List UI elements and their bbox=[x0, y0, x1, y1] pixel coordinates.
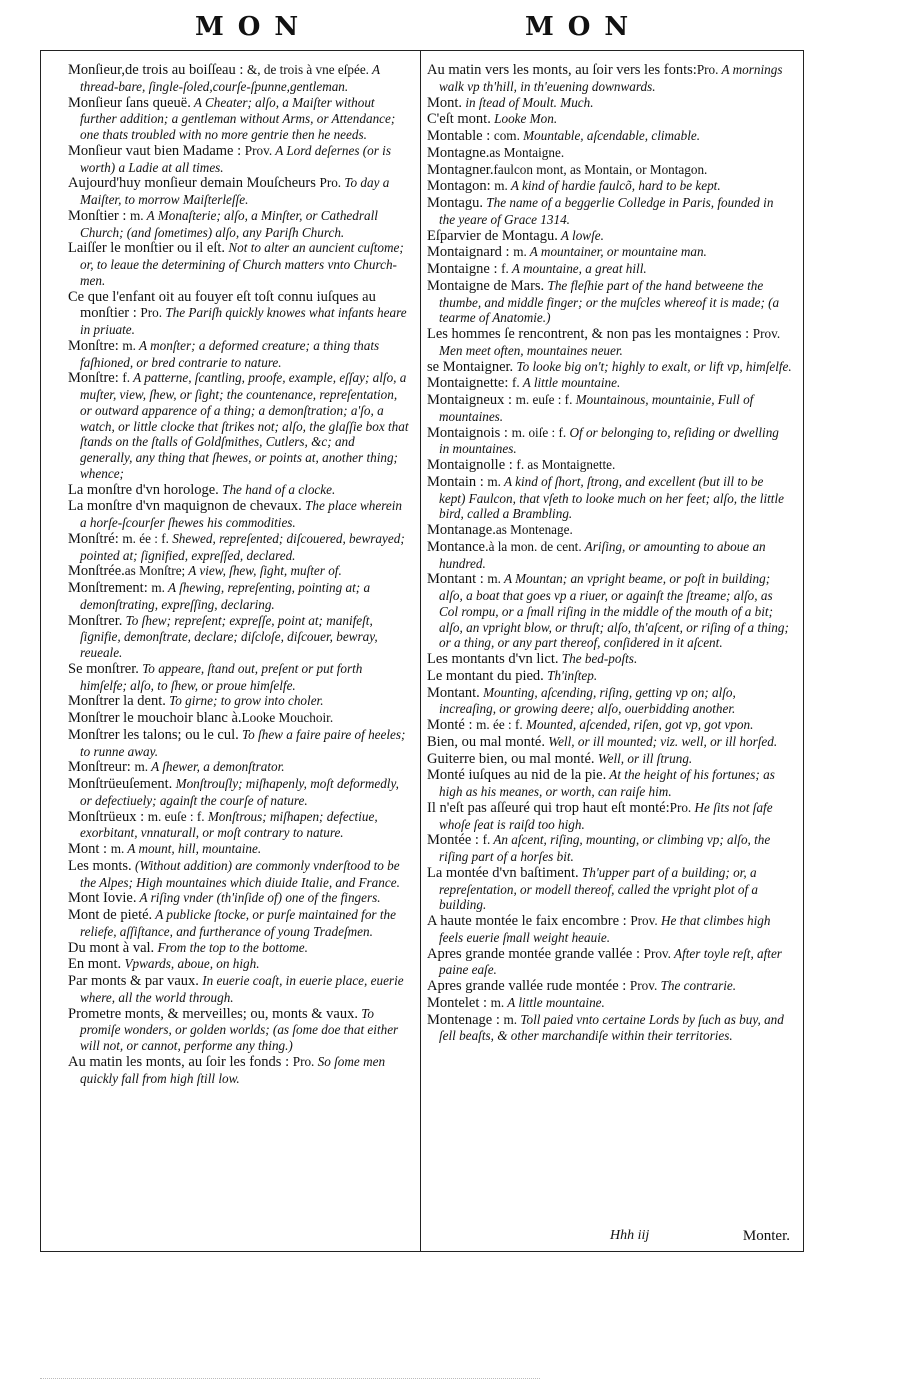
dictionary-entry bbox=[68, 661, 410, 694]
entry-headword: Monſtrement: bbox=[68, 580, 152, 596]
dictionary-entry bbox=[427, 767, 792, 800]
entry-grammar: f. bbox=[501, 261, 509, 276]
dictionary-entry bbox=[427, 261, 792, 278]
entry-definition: A riſing vnder (th'inſide of) one of the fingers. bbox=[136, 890, 381, 906]
dictionary-entry bbox=[68, 710, 410, 727]
entry-headword: Montanage. bbox=[427, 522, 496, 538]
dictionary-entry bbox=[427, 1012, 792, 1045]
entry-grammar: Prov. bbox=[630, 913, 658, 928]
entry-grammar: Prov. bbox=[752, 326, 781, 341]
entry-headword: Monſtier : bbox=[68, 207, 131, 224]
entry-definition: A mountaine, a great hill. bbox=[508, 261, 647, 276]
entry-headword: Monſtrer. bbox=[68, 612, 123, 629]
dictionary-entry bbox=[427, 195, 792, 228]
dictionary-entry bbox=[427, 865, 792, 913]
entry-grammar: Pro. bbox=[696, 62, 719, 77]
dictionary-entry bbox=[68, 338, 410, 371]
entry-definition: Mounting, aſcending, riſing, getting vp on; alſo, increaſing, or growing deere; alſo, ouerbidding another. bbox=[439, 684, 736, 717]
entry-definition: Of or belonging to, reſiding or dwelling in mountaines. bbox=[439, 424, 779, 457]
column-right bbox=[427, 62, 792, 1044]
dictionary-entry bbox=[68, 95, 410, 143]
entry-headword: Montaigne : bbox=[427, 261, 502, 277]
dictionary-entry bbox=[68, 613, 410, 661]
entry-grammar: Prov. bbox=[643, 945, 671, 961]
entry-headword: Montaigne de Mars. bbox=[427, 277, 545, 294]
dictionary-entry bbox=[427, 145, 792, 162]
entry-headword: Monſtre: bbox=[68, 337, 123, 354]
running-head-left: MON bbox=[195, 12, 313, 42]
entry-headword: La montée d'vn baſtiment. bbox=[427, 864, 579, 881]
entry-definition: A view, ſhew, ſight, muſter of. bbox=[185, 563, 342, 579]
entry-definition: Ariſing, or amounting to aboue an hundred. bbox=[439, 538, 766, 571]
entry-definition: To promiſe wonders, or golden worlds; (as ſome doe that either will not, or cannot, performe any thing.) bbox=[80, 1005, 399, 1053]
dictionary-entry bbox=[427, 359, 792, 376]
entry-headword: Montaignette: bbox=[427, 375, 512, 392]
dictionary-entry bbox=[68, 208, 410, 241]
entry-headword: Mont. bbox=[427, 94, 463, 111]
dictionary-entry bbox=[427, 651, 792, 668]
entry-headword: Bien, ou mal monté. bbox=[427, 733, 545, 750]
entry-headword: Monſtreur: bbox=[68, 759, 135, 776]
entry-definition: To appeare, ſtand out, preſent or put forth himſelfe; alſo, to ſhew, or proue himſelfe. bbox=[80, 660, 363, 693]
entry-headword: Montain : bbox=[427, 473, 488, 490]
entry-grammar: &, de trois à vne eſpée. bbox=[247, 62, 369, 77]
dictionary-entry bbox=[68, 580, 410, 613]
entry-grammar: as Montenage. bbox=[495, 522, 573, 537]
dictionary-entry bbox=[427, 62, 792, 95]
entry-definition: A Cheater; alſo, a Maiſter without further addition; a gentleman without Arms, or Attendance; one thats troubled with no more gentrie then he needs. bbox=[80, 94, 396, 142]
entry-grammar: m. bbox=[487, 473, 501, 489]
dictionary-entry bbox=[427, 474, 792, 522]
dictionary-entry bbox=[68, 531, 410, 564]
entry-definition: A mountainer, or mountaine man. bbox=[526, 244, 707, 260]
entry-headword: Montaignolle : bbox=[427, 457, 517, 473]
dictionary-entry bbox=[427, 375, 792, 392]
entry-definition: To ſhew; repreſent; expreſſe, point at; manifeſt, ſignifie, demonſtrate, declare; diſcloſe, diſcouer, bewray, reueale. bbox=[80, 612, 378, 660]
dictionary-entry bbox=[68, 759, 410, 776]
entry-definition: Shewed, repreſented; diſcouered, bewrayed; pointed at; ſignified, expreſſed, declared. bbox=[80, 530, 405, 563]
entry-definition: A ſhewing, repreſenting, pointing at; a demonſtrating, expreſſing, declaring. bbox=[80, 580, 371, 612]
entry-definition: (Without addition) are commonly vnderſtood to be the Alpes; High mountaines which diuide Italie, and France. bbox=[80, 857, 400, 890]
dictionary-entry bbox=[68, 973, 410, 1006]
running-head-right: MON bbox=[525, 12, 643, 42]
entry-definition: Not to alter an auncient cuſtome; or, to leaue the determining of Church matters vnto Church-men. bbox=[80, 240, 404, 288]
entry-headword: A haute montée le faix encombre : bbox=[427, 913, 631, 929]
dictionary-entry bbox=[68, 1054, 410, 1087]
entry-definition: Vpwards, aboue, on high. bbox=[121, 956, 260, 972]
entry-definition: Toll paied vnto certaine Lords by ſuch as buy, and ſell beaſts, & other marchandiſe within their territories. bbox=[439, 1011, 784, 1044]
entry-definition: A kind of hardie faulcõ, hard to be kept. bbox=[507, 178, 721, 194]
entry-headword: Guiterre bien, ou mal monté. bbox=[427, 750, 595, 767]
entry-grammar: m. euſe : f. bbox=[147, 808, 205, 824]
dictionary-entry bbox=[427, 278, 792, 326]
entry-headword: Monté iuſques au nid de la pie. bbox=[427, 767, 607, 784]
entry-headword: Montance. bbox=[427, 538, 489, 555]
entry-definition: He that climbes high feels euerie ſmall weight heauie. bbox=[439, 913, 771, 945]
dictionary-entry bbox=[427, 392, 792, 425]
entry-definition: So ſome men quickly fall from high ſtill low. bbox=[80, 1053, 386, 1086]
entry-headword: Eſparvier de Montagu. bbox=[427, 227, 558, 244]
dictionary-entry bbox=[427, 539, 792, 572]
entry-definition: in ſtead of Moult. Much. bbox=[462, 94, 594, 110]
entry-headword: Mont : bbox=[68, 841, 111, 857]
entry-headword: Apres grande montée grande vallée : bbox=[427, 945, 644, 962]
dictionary-entry bbox=[68, 841, 410, 858]
entry-grammar: m. bbox=[490, 994, 505, 1010]
entry-definition: A lowſe. bbox=[557, 227, 604, 243]
dictionary-entry bbox=[427, 832, 792, 865]
entry-headword: Monſtrüeux : bbox=[68, 808, 148, 825]
entry-headword: Montaigneux : bbox=[427, 392, 516, 408]
dictionary-entry bbox=[427, 668, 792, 685]
entry-headword: Au matin les monts, au ſoir les fonds : bbox=[68, 1053, 293, 1070]
dictionary-entry bbox=[427, 946, 792, 979]
dictionary-entry bbox=[427, 228, 792, 245]
entry-headword: Monſtré: bbox=[68, 530, 123, 547]
entry-definition: He ſits not ſafe whoſe ſeat is raiſd too high. bbox=[439, 799, 773, 832]
dictionary-entry bbox=[427, 978, 792, 995]
dictionary-entry bbox=[427, 162, 792, 179]
entry-headword: Montant : bbox=[427, 571, 488, 588]
entry-grammar: Looke Mouchoir. bbox=[241, 710, 334, 725]
dictionary-entry bbox=[427, 800, 792, 833]
entry-grammar: m. bbox=[130, 207, 144, 223]
entry-headword: Prometre monts, & merveilles; ou, monts & vaux. bbox=[68, 1005, 358, 1022]
dictionary-entry bbox=[427, 128, 792, 145]
entry-definition: An aſcent, riſing, mounting, or climbing vp; alſo, the riſing part of a horſes bit. bbox=[439, 832, 771, 864]
entry-definition: A Lord deſernes (or is worth) a Ladie at all times. bbox=[80, 142, 391, 175]
entry-definition: Well, or ill ſtrung. bbox=[594, 750, 693, 766]
entry-headword: Au matin vers les monts, au ſoir vers les fonts: bbox=[427, 62, 697, 78]
entry-grammar: Pro. bbox=[292, 1053, 315, 1069]
dictionary-entry bbox=[68, 858, 410, 891]
dictionary-entry bbox=[68, 563, 410, 580]
dictionary-entry bbox=[427, 751, 792, 768]
entry-headword: Monſtrer les talons; ou le cul. bbox=[68, 726, 239, 743]
entry-grammar: m. bbox=[110, 841, 125, 856]
dictionary-entry bbox=[427, 522, 792, 539]
entry-headword: Monſtrer le mouchoir blanc à. bbox=[68, 710, 242, 726]
entry-definition: A thread-bare, ſingle-ſoled,courſe-ſpunne,gentleman. bbox=[80, 62, 380, 94]
dictionary-entry bbox=[427, 95, 792, 112]
entry-definition: The bed-poſts. bbox=[558, 651, 638, 666]
entry-definition: A Mountan; an vpright beame, or poſt in building; alſo, a boat that goes vp a riuer, or againſt the ſtreame; alſo, as Col rompu, or a ſmall riſing in the middle of the mouth of a bit; alſo, an vpright blow, or thruſt; alſo, th'aſcent, or riſing of a thing; or a thing, or any part thereof, conſidered in it aſcent. bbox=[439, 571, 789, 651]
entry-headword: Le montant du pied. bbox=[427, 667, 544, 684]
entry-definition: The fleſhie part of the hand betweene the thumbe, and middle finger; or the muſcles whereof it is made; (a tearme of Anatomie.) bbox=[439, 277, 780, 326]
entry-headword: Les hommes ſe rencontrent, & non pas les montaignes : bbox=[427, 326, 753, 342]
entry-definition: The contrarie. bbox=[657, 978, 737, 993]
entry-headword: Monſtrée. bbox=[68, 563, 125, 580]
entry-headword: Monſtrer la dent. bbox=[68, 693, 166, 710]
entry-headword: Se monſtrer. bbox=[68, 660, 139, 677]
entry-headword: En mont. bbox=[68, 956, 122, 973]
entry-headword: Montant. bbox=[427, 684, 480, 701]
entry-headword: Montagon: bbox=[427, 178, 495, 195]
page-footer bbox=[610, 1228, 790, 1244]
dictionary-entry bbox=[427, 326, 792, 359]
entry-definition: Well, or ill mounted; viz. well, or ill horſed. bbox=[545, 733, 778, 749]
entry-definition: The place wherein a horſe-ſcourſer ſhewes his commodities. bbox=[80, 498, 402, 530]
entry-grammar: Pro. bbox=[319, 175, 342, 191]
entry-headword: Monté : bbox=[427, 717, 477, 733]
entry-definition: From the top to the bottome. bbox=[154, 939, 308, 955]
dictionary-entry bbox=[68, 956, 410, 973]
entry-headword: Montelet : bbox=[427, 994, 491, 1011]
entry-headword: Aujourd'huy monſieur demain Mouſcheurs bbox=[68, 175, 320, 192]
catchword: Monter. bbox=[742, 1228, 790, 1244]
dictionary-entry bbox=[68, 940, 410, 957]
entry-definition: The name of a beggerlie Colledge in Paris, founded in the yeare of Grace 1314. bbox=[439, 195, 774, 227]
entry-definition: After toyle reſt, after paine eaſe. bbox=[439, 945, 782, 978]
entry-headword: Montagu. bbox=[427, 195, 483, 211]
signature-mark: Hhh iij bbox=[610, 1228, 650, 1243]
dictionary-entry bbox=[68, 498, 410, 531]
entry-headword: Montagne. bbox=[427, 144, 490, 161]
entry-grammar: m. bbox=[122, 337, 136, 353]
dictionary-entry bbox=[427, 425, 792, 458]
dictionary-entry bbox=[68, 693, 410, 710]
dictionary-entry bbox=[427, 244, 792, 261]
entry-definition: At the height of his fortunes; as high as his meanes, or worth, can raiſe him. bbox=[439, 767, 775, 799]
entry-definition: A mount, hill, mountaine. bbox=[124, 841, 262, 856]
entry-headword: La monſtre d'vn horologe. bbox=[68, 481, 219, 498]
dictionary-entry bbox=[427, 571, 792, 651]
entry-headword: Mont de pieté. bbox=[68, 907, 153, 923]
entry-grammar: à la mon. de cent. bbox=[488, 538, 582, 554]
entry-definition: A publicke ſtocke, or purſe maintained for the reliefe, aſſiſtance, and furtherance of young Tradeſmen. bbox=[80, 907, 396, 939]
scan-edge bbox=[40, 1378, 540, 1379]
dictionary-entry bbox=[68, 240, 410, 288]
entry-definition: The hand of a clocke. bbox=[218, 481, 336, 497]
dictionary-entry bbox=[68, 370, 410, 481]
entry-headword: Les monts. bbox=[68, 857, 132, 874]
entry-headword: Mont Iovie. bbox=[68, 890, 137, 907]
entry-grammar: faulcon mont, as Montain, or Montagon. bbox=[493, 161, 708, 177]
entry-grammar: m. bbox=[494, 178, 508, 194]
dictionary-entry bbox=[427, 717, 792, 734]
entry-headword: Monſieur ſans queuë. bbox=[68, 94, 191, 111]
entry-definition: Th'inſtep. bbox=[543, 667, 598, 683]
entry-headword: Monſtrüeuſement. bbox=[68, 776, 173, 792]
entry-definition: Mountainous, mountainie, Full of mountaines. bbox=[439, 392, 754, 424]
entry-grammar: Pro. bbox=[669, 799, 692, 815]
entry-definition: Mountable, aſcendable, climable. bbox=[519, 128, 701, 143]
entry-definition: A kind of ſhort, ſtrong, and excellent (but ill to be kept) Faulcon, that vſeth to looke much on her feet; alſo, the little bird, called a Brambling. bbox=[439, 473, 784, 522]
entry-grammar: f. bbox=[122, 370, 131, 386]
entry-grammar: m. bbox=[134, 759, 149, 775]
entry-grammar: Prov. bbox=[629, 978, 658, 993]
entry-definition: A little mountaine. bbox=[504, 994, 605, 1010]
entry-grammar: f. bbox=[511, 375, 520, 391]
entry-headword: Montaignard : bbox=[427, 244, 514, 261]
entry-headword: Monſieur vaut bien Madame : bbox=[68, 142, 245, 159]
dictionary-entry bbox=[68, 143, 410, 176]
entry-definition: Mounted, aſcended, riſen, got vp, got vpon. bbox=[522, 717, 754, 732]
entry-definition: A monſter; a deformed creature; a thing thats faſhioned, or bred contrarie to nature. bbox=[80, 337, 380, 370]
entry-definition: Monſtrouſly; miſhapenly, moſt deformedly, or defectiuely; againſt the courſe of nature. bbox=[80, 776, 399, 808]
entry-definition: To ſhew a faire paire of heeles; to runne away. bbox=[80, 726, 406, 759]
entry-grammar: m. bbox=[487, 571, 501, 587]
entry-headword: Montable : bbox=[427, 128, 494, 144]
dictionary-entry bbox=[68, 727, 410, 760]
entry-grammar: m. ée : f. bbox=[122, 530, 169, 546]
dictionary-entry bbox=[68, 809, 410, 842]
entry-grammar: Pro. bbox=[140, 305, 163, 321]
dictionary-entry bbox=[427, 111, 792, 128]
entry-definition: A Monaſterie; alſo, a Minſter, or Cathedrall Church; (and ſometimes) alſo, any Pariſh Church. bbox=[80, 207, 378, 240]
dictionary-entry bbox=[427, 913, 792, 946]
entry-definition: Men meet often, mountaines neuer. bbox=[439, 342, 623, 358]
entry-headword: Du mont à val. bbox=[68, 939, 155, 956]
entry-headword: Laiſſer le monſtier ou il eſt. bbox=[68, 240, 226, 257]
dictionary-entry bbox=[68, 776, 410, 809]
entry-definition: To girne; to grow into choler. bbox=[165, 693, 324, 709]
entry-definition: A ſhewer, a demonſtrator. bbox=[148, 759, 285, 775]
entry-headword: Monſtre: bbox=[68, 370, 123, 387]
entry-definition: Th'upper part of a building; or, a repreſentation, or modell thereof, called the vpright plot of a building. bbox=[439, 864, 759, 913]
entry-definition: The Pariſh quickly knowes what infants heare in priuate. bbox=[80, 305, 407, 337]
entry-headword: La monſtre d'vn maquignon de chevaux. bbox=[68, 498, 302, 515]
dictionary-entry bbox=[427, 995, 792, 1012]
dictionary-entry bbox=[68, 482, 410, 499]
dictionary-entry bbox=[68, 890, 410, 907]
entry-headword: Ce que l'enfant oit au fouyer eſt toſt connu iuſques au monſtier : bbox=[68, 288, 376, 322]
entry-definition: A little mountaine. bbox=[519, 375, 621, 391]
entry-grammar: m. ée : f. bbox=[476, 717, 523, 732]
dictionary-entry bbox=[68, 907, 410, 940]
entry-definition: To day a Maiſter, to morrow Maiſterleſſe. bbox=[80, 175, 390, 207]
entry-headword: Il n'eſt pas aſſeuré qui trop haut eſt monté: bbox=[427, 799, 670, 816]
entry-headword: C'eſt mont. bbox=[427, 111, 491, 128]
entry-headword: Montenage : bbox=[427, 1011, 504, 1028]
entry-definition: To looke big on't; highly to exalt, or lift vp, himſelfe. bbox=[513, 358, 792, 374]
entry-grammar: m. euſe : f. bbox=[515, 392, 573, 407]
entry-headword: Montaignois : bbox=[427, 424, 512, 441]
dictionary-entry bbox=[68, 175, 410, 208]
entry-grammar: as Monſtre; bbox=[124, 563, 186, 579]
dictionary-entry bbox=[427, 457, 792, 474]
dictionary-entry bbox=[427, 178, 792, 195]
dictionary-entry bbox=[427, 734, 792, 751]
dictionary-entry bbox=[68, 1006, 410, 1054]
entry-definition: In euerie coaſt, in euerie place, euerie where, all the world through. bbox=[80, 973, 404, 1005]
entry-grammar: Prov. bbox=[244, 142, 273, 158]
entry-headword: Montagner. bbox=[427, 161, 494, 178]
entry-definition: Looke Mon. bbox=[490, 111, 558, 127]
dictionary-entry bbox=[68, 62, 410, 95]
entry-grammar: m. bbox=[503, 1011, 518, 1027]
dictionary-entry bbox=[427, 685, 792, 718]
entry-grammar: com. bbox=[493, 128, 520, 143]
dictionary-entry bbox=[68, 289, 410, 338]
entry-grammar: f. bbox=[482, 832, 491, 848]
entry-grammar: m. oiſe : f. bbox=[511, 424, 567, 440]
entry-grammar: f. as Montaignette. bbox=[516, 457, 616, 472]
entry-grammar: m. bbox=[513, 244, 527, 260]
entry-definition: A patterne, ſcantling, proofe, example, eſſay; alſo, a muſter, view, ſhew, or ſight; the countenance, repreſentation, or outward apparence of a thing; a demonſtration; a'ſo, a watch, or little clocke that ſtrikes not; alſo, the glaſſie box that ſtands on the ſtalls of Goldſmithes, Cutlers, &c; and generally, any thing that ſhewes, or points at, another thing; whence; bbox=[80, 370, 409, 481]
entry-headword: Apres grande vallée rude montée : bbox=[427, 978, 630, 994]
entry-grammar: m. bbox=[151, 580, 165, 595]
entry-headword: Montée : bbox=[427, 832, 483, 849]
entry-grammar: as Montaigne. bbox=[489, 144, 565, 160]
column-left bbox=[68, 62, 410, 1086]
entry-definition: Monſtrous; miſhapen; defectiue, exorbitant, vnnaturall, or moſt contrary to nature. bbox=[80, 808, 378, 841]
entry-definition: A mornings walk vp th'hill, in th'euening downwards. bbox=[439, 62, 783, 94]
entry-headword: Monſieur,de trois au boiſſeau : bbox=[68, 62, 248, 78]
entry-headword: se Montaigner. bbox=[427, 358, 514, 375]
entry-headword: Les montants d'vn lict. bbox=[427, 651, 559, 667]
entry-headword: Par monts & par vaux. bbox=[68, 973, 199, 989]
